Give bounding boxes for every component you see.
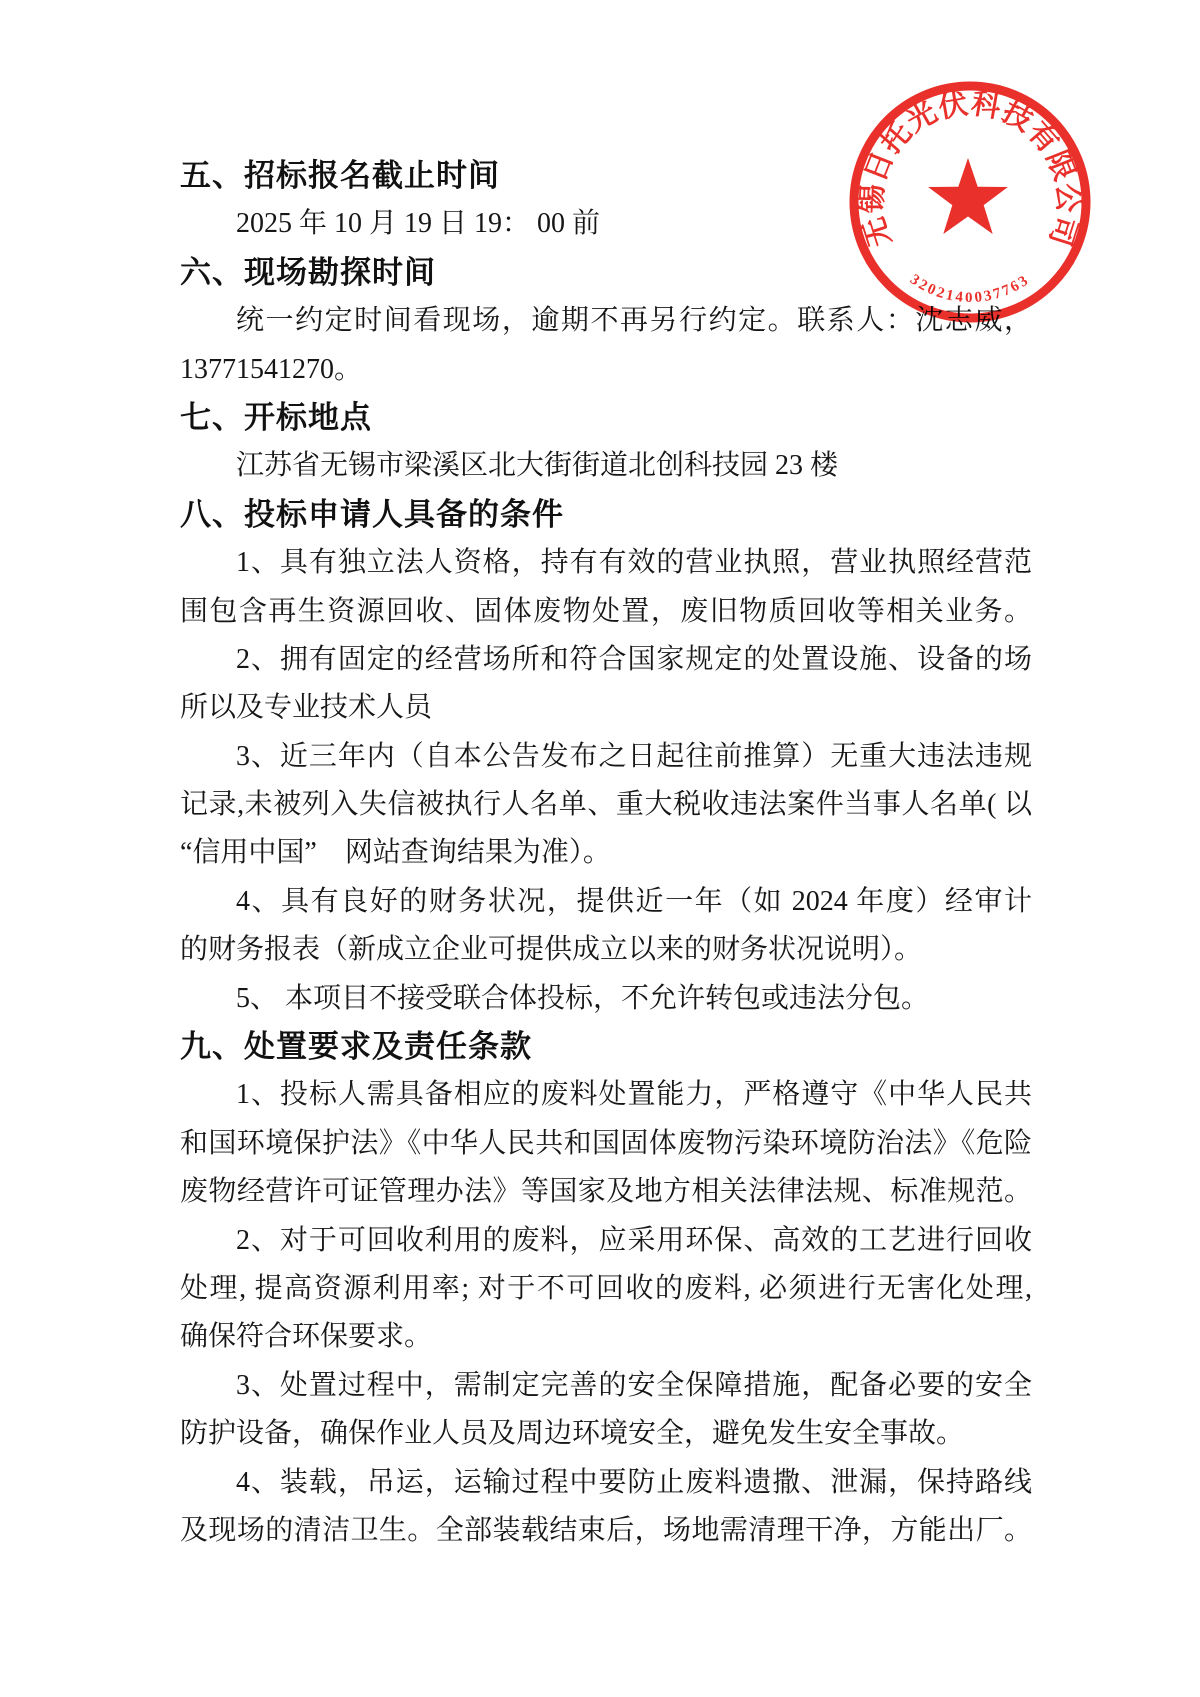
seal-serial-number: 3202140037763 <box>907 271 1033 306</box>
text-site-survey-contact: 统一约定时间看现场，逾期不再另行约定。联系人：沈志威， <box>236 305 1032 337</box>
text-disposal-4-line-1: 4、装载，吊运，运输过程中要防止废料遗撒、泄漏，保持路线 <box>236 1466 1032 1498</box>
text-requirement-3-line-2: 记录,未被列入失信被执行人名单、重大税收违法案件当事人名单( 以 <box>180 789 1032 821</box>
text-disposal-3-line-2: 防护设备，确保作业人员及周边环境安全，避免发生安全事故。 <box>180 1418 965 1450</box>
text-requirement-4-line-1: 4、具有良好的财务状况，提供近一年（如 2024 年度）经审计 <box>236 885 1032 917</box>
heading-site-survey: 六、现场勘探时间 <box>180 254 436 290</box>
text-requirement-1-line-1: 1、具有独立法人资格，持有有效的营业执照，营业执照经营范 <box>236 547 1032 579</box>
svg-text:3202140037763 <box>907 272 1033 306</box>
text-disposal-2-line-1: 2、对于可回收利用的废料，应采用环保、高效的工艺进行回收 <box>236 1224 1032 1256</box>
text-disposal-1-line-1: 1、投标人需具备相应的废料处置能力，严格遵守《中华人民共 <box>236 1079 1032 1111</box>
text-bid-opening-address: 江苏省无锡市梁溪区北大街街道北创科技园 23 楼 <box>236 450 839 482</box>
text-requirement-4-line-2: 的财务报表（新成立企业可提供成立以来的财务状况说明）。 <box>180 934 923 966</box>
text-disposal-3-line-1: 3、处置过程中，需制定完善的安全保障措施，配备必要的安全 <box>236 1369 1032 1401</box>
text-requirement-2-line-1: 2、拥有固定的经营场所和符合国家规定的处置设施、设备的场 <box>236 643 1032 675</box>
company-seal <box>840 72 1100 332</box>
text-requirement-3-line-1: 3、近三年内（自本公告发布之日起往前推算）无重大违法违规 <box>236 740 1032 772</box>
text-disposal-2-line-2: 处理, 提高资源利用率; 对于不可回收的废料, 必须进行无害化处理, <box>180 1272 1032 1304</box>
text-requirement-5: 5、 本项目不接受联合体投标，不允许转包或违法分包。 <box>236 982 930 1014</box>
text-contact-phone: 13771541270。 <box>180 353 363 385</box>
heading-bid-opening-location: 七、开标地点 <box>180 399 372 435</box>
heading-bid-deadline: 五、招标报名截止时间 <box>180 158 500 193</box>
text-requirement-1-line-2: 围包含再生资源回收、固体废物处置，废旧物质回收等相关业务。 <box>180 595 1032 627</box>
heading-disposal-terms: 九、处置要求及责任条款 <box>180 1029 532 1065</box>
text-requirement-2-line-2: 所以及专业技术人员 <box>180 692 433 724</box>
document-body <box>180 152 1032 1555</box>
text-disposal-1-line-3: 废物经营许可证管理办法》等国家及地方相关法律法规、标准规范。 <box>180 1176 1032 1208</box>
text-disposal-1-line-2: 和国环境保护法》《中华人民共和国固体废物污染环境防治法》《危险 <box>180 1127 1032 1159</box>
text-bid-deadline-date: 2025 年 10 月 19 日 19： 00 前 <box>236 208 601 240</box>
seal-company-name: 无锡日托光伏科技有限公司 <box>856 87 1084 251</box>
seal-star-icon <box>928 158 1008 234</box>
text-disposal-2-line-3: 确保符合环保要求。 <box>180 1321 433 1353</box>
heading-bidder-requirements: 八、投标申请人具备的条件 <box>180 496 564 532</box>
text-requirement-3-line-3: “信用中国” 网站查询结果为准）。 <box>180 837 611 869</box>
text-disposal-4-line-2: 及现场的清洁卫生。全部装载结束后，场地需清理干净，方能出厂。 <box>180 1514 1032 1546</box>
